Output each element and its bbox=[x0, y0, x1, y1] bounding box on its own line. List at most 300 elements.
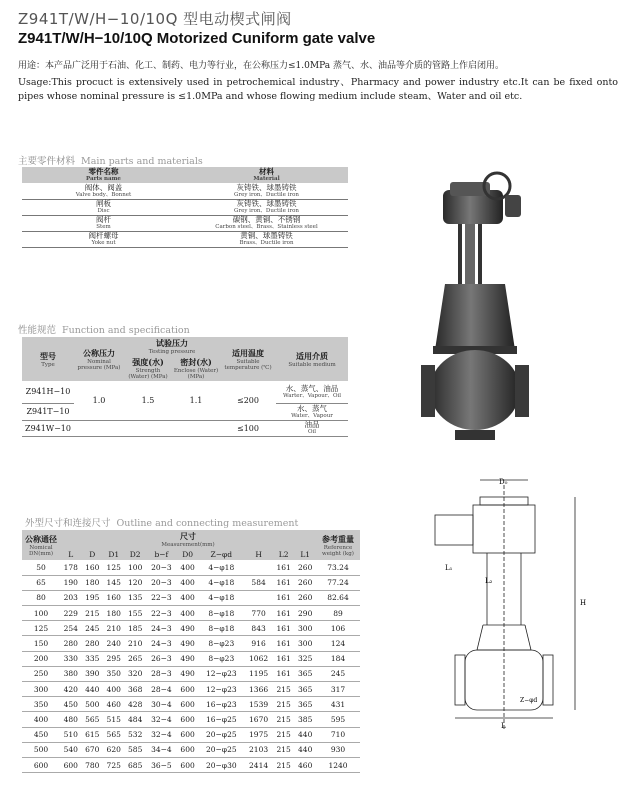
dims-cell: 317 bbox=[316, 682, 360, 697]
dims-cell: 428 bbox=[124, 697, 145, 712]
dims-cell: 160 bbox=[103, 590, 124, 605]
dims-cell: 82.64 bbox=[316, 590, 360, 605]
dims-cell: 480 bbox=[60, 712, 81, 727]
dims-cell: 365 bbox=[294, 697, 316, 712]
dims-cell: 565 bbox=[81, 712, 102, 727]
dims-cell: 161 bbox=[273, 636, 294, 651]
dims-cell: 420 bbox=[60, 682, 81, 697]
dims-meas-cn: 尺寸 bbox=[180, 531, 196, 541]
dims-cell: 500 bbox=[22, 742, 60, 757]
dims-cell: 215 bbox=[273, 742, 294, 757]
dims-cell: 260 bbox=[294, 575, 316, 590]
dims-row bbox=[22, 636, 360, 651]
parts-row bbox=[22, 199, 348, 215]
dims-col-weight bbox=[316, 530, 360, 560]
dims-cell: 190 bbox=[60, 575, 81, 590]
usage-english: Usage:This procuct is extensively used in petrochemical industry、Pharmacy and power industry etc.It can be fixed onto pipes whose nominal pressure is ≤1.0MPa and whose flowing medium include steam、Water and oil etc. bbox=[18, 77, 618, 102]
parts-row bbox=[22, 215, 348, 231]
dims-cell: 2414 bbox=[244, 757, 273, 772]
dims-cell: 380 bbox=[60, 666, 81, 681]
dims-cell: 460 bbox=[103, 697, 124, 712]
actuator-icon bbox=[443, 173, 521, 224]
spec-heading bbox=[18, 322, 190, 336]
parts-heading-cn: 主要零件材料 bbox=[18, 156, 76, 167]
dims-cell: 32−4 bbox=[146, 727, 177, 742]
dims-dn-cn: 公称通径 bbox=[25, 533, 57, 544]
dims-row bbox=[22, 682, 360, 697]
part-material-cn: 碳钢、黄铜、不锈钢 bbox=[232, 215, 301, 224]
dims-cell: 260 bbox=[294, 560, 316, 575]
parts-col-name bbox=[22, 167, 185, 183]
dims-meas-en: Measurement(mm) bbox=[161, 542, 215, 548]
dims-cell: 12−φ23 bbox=[198, 666, 244, 681]
spec-medium-2 bbox=[276, 403, 348, 420]
dims-cell: 161 bbox=[273, 651, 294, 666]
dims-cell: 350 bbox=[22, 697, 60, 712]
dims-cell: 8−φ23 bbox=[198, 636, 244, 651]
dims-cell: 160 bbox=[81, 560, 102, 575]
dims-cell: 685 bbox=[124, 757, 145, 772]
dims-cell: 490 bbox=[177, 651, 198, 666]
dims-cell: 365 bbox=[294, 682, 316, 697]
dims-cell: 161 bbox=[273, 666, 294, 681]
spec-med-en: Suitable medium bbox=[288, 361, 336, 368]
dims-cell: 254 bbox=[60, 621, 81, 636]
part-name bbox=[22, 199, 185, 215]
dims-col-header: D0 bbox=[182, 550, 193, 559]
dims-col-header: D bbox=[89, 550, 96, 559]
spec-temp-cn: 适用温度 bbox=[232, 347, 264, 358]
dims-cell: 20−φ25 bbox=[198, 727, 244, 742]
dims-cell: 1195 bbox=[244, 666, 273, 681]
dims-cell: 431 bbox=[316, 697, 360, 712]
dims-header-row-2 bbox=[22, 549, 360, 560]
dims-cell: 280 bbox=[60, 636, 81, 651]
dims-row bbox=[22, 697, 360, 712]
spec-col-temp bbox=[220, 337, 276, 381]
parts-col-name-en: Parts name bbox=[86, 176, 121, 182]
part-material-en: Grey iron、Ductile iron bbox=[234, 191, 299, 198]
dims-cell: 155 bbox=[124, 606, 145, 621]
yoke-icon bbox=[458, 224, 482, 284]
dims-cell: 161 bbox=[273, 560, 294, 575]
spec-np-value: 1.0 bbox=[92, 395, 106, 405]
dims-cell: 28−4 bbox=[146, 682, 177, 697]
spec-row bbox=[22, 420, 348, 436]
dims-col-measurement bbox=[60, 530, 316, 549]
dims-cell: 400 bbox=[177, 575, 198, 590]
dims-cell: 215 bbox=[273, 757, 294, 772]
dims-cell: 600 bbox=[22, 757, 60, 772]
part-material-en: Grey iron、Ductile iron bbox=[234, 208, 299, 214]
dims-cell: 335 bbox=[81, 651, 102, 666]
part-name bbox=[22, 215, 185, 231]
spec-med1-en: Warter、Vapour、Oil bbox=[283, 392, 341, 399]
dims-cell: 1539 bbox=[244, 697, 273, 712]
dims-cell: 725 bbox=[103, 757, 124, 772]
title-english: Z941T/W/H−10/10Q Motorized Cuniform gate valve bbox=[18, 30, 376, 47]
dims-cell bbox=[244, 560, 273, 575]
spec-np-cn: 公称压力 bbox=[83, 347, 115, 358]
dims-cell: 400 bbox=[22, 712, 60, 727]
dims-cell: 73.24 bbox=[316, 560, 360, 575]
dims-row bbox=[22, 712, 360, 727]
dims-cell: 400 bbox=[177, 560, 198, 575]
dims-col-header: L1 bbox=[300, 550, 311, 559]
dims-cell: 260 bbox=[294, 590, 316, 605]
part-name-cn: 阀杆 bbox=[96, 215, 111, 224]
spec-str-empty bbox=[124, 420, 172, 436]
label-l2: L₂ bbox=[485, 577, 493, 585]
dims-cell: 584 bbox=[244, 575, 273, 590]
dims-cell: 365 bbox=[294, 666, 316, 681]
dims-cell: 930 bbox=[316, 742, 360, 757]
part-material bbox=[185, 199, 348, 215]
dims-wt-cn: 参考重量 bbox=[322, 533, 354, 544]
spec-header-row-1 bbox=[22, 337, 348, 356]
dims-cell: 450 bbox=[22, 727, 60, 742]
dims-cell: 600 bbox=[177, 682, 198, 697]
spec-temp-value-2: ≤100 bbox=[237, 423, 259, 433]
spec-col-seal bbox=[172, 356, 220, 381]
dims-row bbox=[22, 666, 360, 681]
spec-med3-en: Oil bbox=[307, 429, 317, 435]
dims-col-dn bbox=[22, 530, 60, 560]
spec-strength-value: 1.5 bbox=[141, 395, 155, 405]
part-material bbox=[185, 231, 348, 247]
dims-cell: 8−φ18 bbox=[198, 606, 244, 621]
parts-heading-en: Main parts and materials bbox=[81, 156, 203, 167]
dims-cell: 368 bbox=[124, 682, 145, 697]
spec-med3-cn: 油品 bbox=[304, 420, 320, 429]
dims-cell: 22−3 bbox=[146, 606, 177, 621]
part-material bbox=[185, 183, 348, 199]
dims-cell: 350 bbox=[103, 666, 124, 681]
dims-cell: 195 bbox=[81, 590, 102, 605]
dims-cell: 145 bbox=[103, 575, 124, 590]
parts-col-name-cn: 零件名称 bbox=[88, 167, 119, 176]
part-name-cn: 闸板 bbox=[96, 199, 111, 208]
part-name bbox=[22, 183, 185, 199]
dims-cell: 210 bbox=[124, 636, 145, 651]
spec-row bbox=[22, 381, 348, 403]
dims-cell: 500 bbox=[81, 697, 102, 712]
dims-cell: 300 bbox=[22, 682, 60, 697]
parts-row bbox=[22, 183, 348, 199]
dims-cell: 1975 bbox=[244, 727, 273, 742]
dims-cell: 20−3 bbox=[146, 575, 177, 590]
spec-type-cn: 型号 bbox=[40, 350, 56, 361]
spec-seal-en: Enclose (Water) (MPa) bbox=[173, 368, 219, 380]
dims-cell: 280 bbox=[81, 636, 102, 651]
valve-body-icon bbox=[421, 284, 529, 440]
dims-cell: 600 bbox=[177, 742, 198, 757]
dims-wt-en: Reference weight (kg) bbox=[322, 544, 354, 557]
dims-cell: 440 bbox=[294, 742, 316, 757]
spec-seal-cn: 密封(水) bbox=[180, 357, 212, 367]
dims-cell: 100 bbox=[124, 560, 145, 575]
dims-cell: 215 bbox=[273, 682, 294, 697]
dims-cell: 4−φ18 bbox=[198, 575, 244, 590]
dims-cell bbox=[244, 590, 273, 605]
spec-med2-cn: 水、蒸气 bbox=[297, 403, 327, 413]
dims-cell: 843 bbox=[244, 621, 273, 636]
dims-cell: 36−5 bbox=[146, 757, 177, 772]
parts-col-mat-en: Material bbox=[253, 176, 280, 182]
dims-row bbox=[22, 651, 360, 666]
dims-cell: 595 bbox=[316, 712, 360, 727]
dims-cell: 240 bbox=[103, 636, 124, 651]
dims-cell: 120 bbox=[124, 575, 145, 590]
dims-cell: 770 bbox=[244, 606, 273, 621]
dims-cell: 32−4 bbox=[146, 712, 177, 727]
parts-col-mat-cn: 材料 bbox=[259, 167, 274, 176]
dims-cell: 210 bbox=[103, 621, 124, 636]
dims-cell: 20−φ30 bbox=[198, 757, 244, 772]
spec-str-en: Strength (Water) (MPa) bbox=[128, 368, 168, 380]
dims-cell: 400 bbox=[177, 606, 198, 621]
spec-med-cn: 适用介质 bbox=[296, 350, 328, 361]
label-l: L bbox=[501, 722, 506, 730]
spec-str-cn: 强度(水) bbox=[132, 357, 164, 367]
dims-header-row-1 bbox=[22, 530, 360, 549]
dims-cell: 150 bbox=[22, 636, 60, 651]
dims-row bbox=[22, 575, 360, 590]
dims-cell: 600 bbox=[177, 727, 198, 742]
spec-med2-en: Water、Vapour bbox=[291, 412, 333, 419]
spec-test-en: Testing pressure bbox=[148, 349, 196, 355]
dims-cell: 8−φ18 bbox=[198, 621, 244, 636]
dimension-drawing bbox=[425, 475, 600, 740]
part-material bbox=[185, 215, 348, 231]
dims-cell: 780 bbox=[81, 757, 102, 772]
dims-cell: 245 bbox=[81, 621, 102, 636]
usage-chinese: 用途：本产品广泛用于石油、化工、制药、电力等行业，在公称压力≤1.0MPa 蒸气、水、油品等介质的管路上作启闭用。 bbox=[18, 61, 504, 71]
spec-medium-1 bbox=[276, 381, 348, 403]
dims-cell: 510 bbox=[60, 727, 81, 742]
dims-cell: 34−4 bbox=[146, 742, 177, 757]
dims-cell: 16−φ25 bbox=[198, 712, 244, 727]
spec-medium-3 bbox=[276, 420, 348, 436]
part-name-cn: 阀杆螺母 bbox=[88, 231, 119, 240]
dims-cell: 245 bbox=[316, 666, 360, 681]
parts-row bbox=[22, 231, 348, 247]
part-name bbox=[22, 231, 185, 247]
dims-cell: 65 bbox=[22, 575, 60, 590]
dims-cell: 295 bbox=[103, 651, 124, 666]
dims-cell: 215 bbox=[81, 606, 102, 621]
dims-cell: 4−φ18 bbox=[198, 560, 244, 575]
dims-cell: 180 bbox=[103, 606, 124, 621]
dims-cell: 24−3 bbox=[146, 621, 177, 636]
dims-cell: 185 bbox=[124, 621, 145, 636]
dims-dn-en2: DN(mm) bbox=[29, 550, 53, 557]
dims-cell: 1366 bbox=[244, 682, 273, 697]
dims-cell: 30−4 bbox=[146, 697, 177, 712]
gearbox-outline bbox=[435, 515, 473, 545]
dims-table bbox=[22, 530, 360, 773]
dims-cell: 215 bbox=[273, 727, 294, 742]
parts-table bbox=[22, 167, 348, 248]
dims-col-header: Z−φd bbox=[210, 550, 233, 559]
dims-row bbox=[22, 621, 360, 636]
dims-row bbox=[22, 560, 360, 575]
dims-col-header: L bbox=[68, 550, 74, 559]
dims-cell: 440 bbox=[81, 682, 102, 697]
dims-col-header: D1 bbox=[108, 550, 120, 559]
dims-row bbox=[22, 590, 360, 605]
dims-cell: 600 bbox=[177, 712, 198, 727]
dims-cell: 710 bbox=[316, 727, 360, 742]
spec-med1-cn: 水、蒸气、油品 bbox=[285, 383, 339, 393]
spec-col-test bbox=[124, 337, 220, 356]
title-chinese: Z941T/W/H−10/10Q 型电动楔式闸阀 bbox=[18, 10, 292, 28]
dims-cell: 180 bbox=[81, 575, 102, 590]
dims-heading-cn: 外型尺寸和连接尺寸 bbox=[25, 518, 111, 529]
dims-cell: 330 bbox=[60, 651, 81, 666]
dims-cell: 385 bbox=[294, 712, 316, 727]
dims-cell: 490 bbox=[177, 666, 198, 681]
dims-cell: 250 bbox=[22, 666, 60, 681]
part-name-en: Yoke nut bbox=[91, 240, 116, 246]
dims-cell: 161 bbox=[273, 575, 294, 590]
part-name-cn: 阀体、阀盖 bbox=[84, 182, 123, 192]
spec-heading-cn: 性能规范 bbox=[18, 325, 57, 336]
dims-cell: 400 bbox=[177, 590, 198, 605]
dims-cell: 135 bbox=[124, 590, 145, 605]
spec-type-en: Type bbox=[41, 361, 55, 368]
dims-cell: 124 bbox=[316, 636, 360, 651]
dims-cell: 265 bbox=[124, 651, 145, 666]
dims-cell: 615 bbox=[81, 727, 102, 742]
dims-row bbox=[22, 757, 360, 772]
part-material-cn: 灰铸铁、球墨铸铁 bbox=[236, 182, 297, 192]
label-h: H bbox=[580, 599, 587, 607]
dims-cell: 161 bbox=[273, 590, 294, 605]
dims-cell: 203 bbox=[60, 590, 81, 605]
dims-cell: 600 bbox=[60, 757, 81, 772]
dims-cell: 320 bbox=[124, 666, 145, 681]
dims-cell: 300 bbox=[294, 621, 316, 636]
dims-cell: 290 bbox=[294, 606, 316, 621]
dims-cell: 670 bbox=[81, 742, 102, 757]
spec-heading-en: Function and specification bbox=[62, 325, 190, 336]
dims-cell: 161 bbox=[273, 606, 294, 621]
part-material-en: Carbon steel、Brass、Stainless steel bbox=[215, 224, 318, 230]
dims-cell: 50 bbox=[22, 560, 60, 575]
dims-cell: 490 bbox=[177, 621, 198, 636]
dims-cell: 20−3 bbox=[146, 560, 177, 575]
dims-cell: 620 bbox=[103, 742, 124, 757]
parts-heading bbox=[18, 153, 203, 167]
spec-temp-en: Suitable temperature (℃) bbox=[224, 358, 272, 371]
dims-cell: 300 bbox=[294, 636, 316, 651]
dims-cell: 26−3 bbox=[146, 651, 177, 666]
dims-cell: 1062 bbox=[244, 651, 273, 666]
dims-row bbox=[22, 606, 360, 621]
dims-dn-en1: Nomical bbox=[29, 544, 53, 551]
spec-temp-value-1: ≤200 bbox=[237, 395, 259, 405]
dims-cell: 2103 bbox=[244, 742, 273, 757]
dims-cell: 80 bbox=[22, 590, 60, 605]
dims-cell: 125 bbox=[103, 560, 124, 575]
dims-cell: 600 bbox=[177, 697, 198, 712]
dims-cell: 20−φ25 bbox=[198, 742, 244, 757]
dims-cell: 390 bbox=[81, 666, 102, 681]
dims-col-header: L2 bbox=[278, 550, 289, 559]
dims-cell: 532 bbox=[124, 727, 145, 742]
part-name-en: Valve body、Bonnet bbox=[75, 191, 132, 198]
dims-cell: 400 bbox=[103, 682, 124, 697]
dims-cell: 12−φ23 bbox=[198, 682, 244, 697]
dims-cell: 8−φ23 bbox=[198, 651, 244, 666]
spec-seal-empty bbox=[172, 420, 220, 436]
dims-cell: 89 bbox=[316, 606, 360, 621]
label-d0: D₀ bbox=[499, 478, 508, 486]
dims-cell: 515 bbox=[103, 712, 124, 727]
dims-cell: 1240 bbox=[316, 757, 360, 772]
label-l1: L₁ bbox=[445, 564, 453, 572]
part-material-cn: 灰铸铁、球墨铸铁 bbox=[236, 199, 297, 208]
dims-cell: 229 bbox=[60, 606, 81, 621]
dims-cell: 325 bbox=[294, 651, 316, 666]
spec-type: Z941H−10 bbox=[25, 387, 71, 397]
dims-cell: 125 bbox=[22, 621, 60, 636]
dims-col-header: H bbox=[255, 550, 262, 559]
spec-type: Z941T−10 bbox=[26, 407, 70, 416]
dims-cell: 184 bbox=[316, 651, 360, 666]
dims-cell: 28−3 bbox=[146, 666, 177, 681]
dims-cell: 178 bbox=[60, 560, 81, 575]
dims-heading-en: Outline and connecting measurement bbox=[116, 518, 299, 529]
dims-cell: 4−φ18 bbox=[198, 590, 244, 605]
spec-col-np bbox=[74, 337, 124, 381]
dims-cell: 200 bbox=[22, 651, 60, 666]
dims-cell: 161 bbox=[273, 621, 294, 636]
spec-col-type bbox=[22, 337, 74, 381]
dims-cell: 450 bbox=[60, 697, 81, 712]
dims-cell: 540 bbox=[60, 742, 81, 757]
spec-np-empty bbox=[74, 420, 124, 436]
part-name-en: Disc bbox=[97, 208, 110, 214]
spec-table bbox=[22, 337, 348, 437]
dims-cell: 215 bbox=[273, 697, 294, 712]
dims-cell: 77.24 bbox=[316, 575, 360, 590]
dims-cell: 484 bbox=[124, 712, 145, 727]
dims-col-header: D2 bbox=[129, 550, 141, 559]
spec-col-strength bbox=[124, 356, 172, 381]
dims-cell: 460 bbox=[294, 757, 316, 772]
label-z: Z−φd bbox=[520, 697, 538, 704]
dims-cell: 22−3 bbox=[146, 590, 177, 605]
dims-heading bbox=[25, 515, 298, 529]
dims-cell: 1670 bbox=[244, 712, 273, 727]
dims-cell: 440 bbox=[294, 727, 316, 742]
parts-header-row bbox=[22, 167, 348, 183]
dims-cell: 16−φ23 bbox=[198, 697, 244, 712]
spec-seal-value: 1.1 bbox=[189, 395, 203, 405]
dims-cell: 916 bbox=[244, 636, 273, 651]
spec-col-medium bbox=[276, 337, 348, 381]
part-name-en: Stem bbox=[96, 224, 111, 230]
dims-cell: 565 bbox=[103, 727, 124, 742]
dims-cell: 215 bbox=[273, 712, 294, 727]
spec-type: Z941W−10 bbox=[25, 423, 71, 433]
part-material-en: Brass、Ductile iron bbox=[239, 240, 294, 246]
dims-cell: 106 bbox=[316, 621, 360, 636]
dims-col-header: b−f bbox=[154, 550, 169, 559]
dims-cell: 100 bbox=[22, 606, 60, 621]
